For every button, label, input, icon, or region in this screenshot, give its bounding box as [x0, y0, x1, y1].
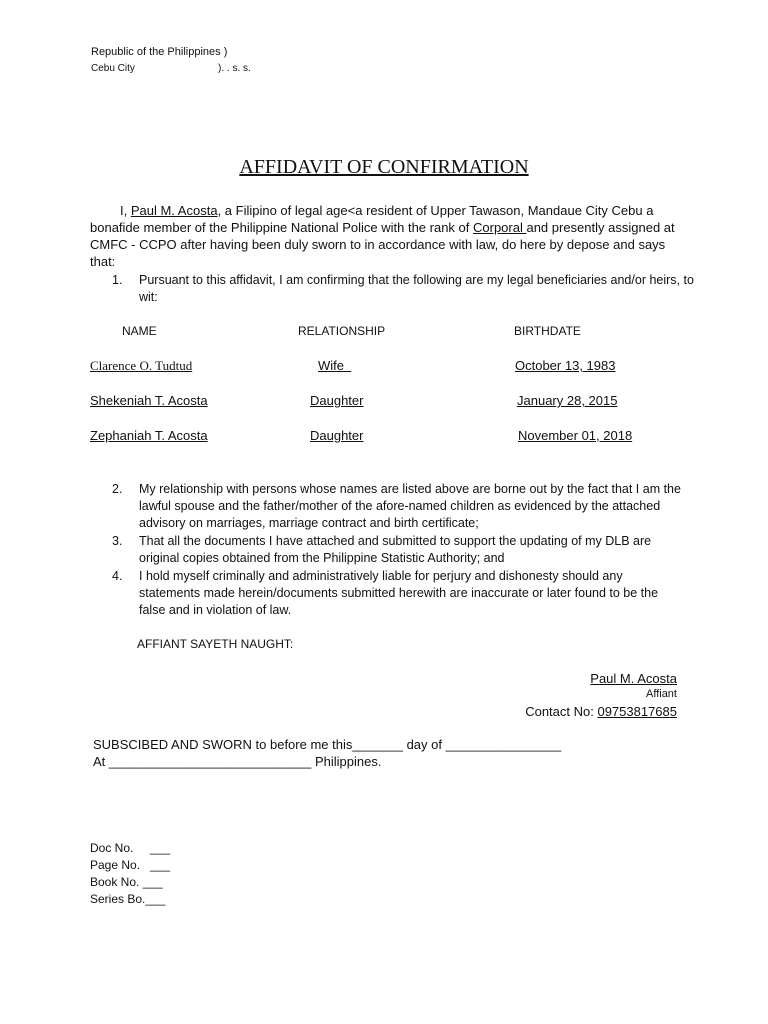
header-ss: ). . s. s.	[218, 63, 251, 74]
beneficiary-relationship: Daughter	[310, 393, 364, 408]
document-title: AFFIDAVIT OF CONFIRMATION	[239, 156, 529, 178]
beneficiary-relationship: Wife	[318, 358, 352, 373]
doc-no: Doc No. ___	[90, 841, 171, 855]
item-number: 3.	[112, 534, 123, 548]
header-republic: Republic of the Philippines )	[91, 46, 228, 58]
jurat-line-2: At ____________________________ Philippines.	[93, 754, 382, 769]
contact-label: Contact No:	[525, 704, 598, 719]
item-number: 4.	[112, 569, 123, 583]
intro-text-1: , a Filipino of legal age<a resident of Upper Tawason, Mandaue City Cebu a bonafide member of the Philippine National Police with the rank of	[90, 203, 654, 235]
series-no: Series Bo.___	[90, 892, 166, 906]
beneficiary-name: Clarence O. Tudtud	[90, 358, 193, 373]
header-city: Cebu City	[91, 63, 135, 74]
item-text: I hold myself criminally and administratively liable for perjury and dishonesty should any statements made herein/documents submitted herewith are inaccurate or later found to be the false and in violation of law.	[139, 569, 659, 617]
item-text: Pursuant to this affidavit, I am confirming that the following are my legal beneficiaries and/or heirs, to wit:	[139, 273, 694, 304]
book-no: Book No. ___	[90, 875, 163, 889]
column-header-birthdate: BIRTHDATE	[514, 324, 581, 338]
beneficiary-birthdate: January 28, 2015	[517, 393, 618, 408]
item-text: My relationship with persons whose names are listed above are borne out by the fact that I am the lawful spouse and the father/mother of the afore-named children as evidenced by the attached advisory on marriages, marriage contract and birth certificate;	[139, 482, 681, 530]
jurat-line-1: SUBSCIBED AND SWORN to before me this_______ day of ________________	[93, 737, 562, 752]
contact-number	[525, 705, 677, 718]
rank: Corporal	[473, 220, 527, 235]
item-number: 2.	[112, 482, 123, 496]
affiant-name: Paul M. Acosta	[130, 203, 218, 218]
signature-role: Affiant	[646, 688, 677, 700]
intro-text-2: and presently assigned at CMFC - CCPO after having been duly sworn to in accordance with law, do here by depose and says that:	[90, 220, 675, 269]
signature-name: Paul M. Acosta	[590, 671, 677, 686]
beneficiary-birthdate: November 01, 2018	[518, 428, 633, 443]
item-text: That all the documents I have attached and submitted to support the updating of my DLB are original copies obtained from the Philippine Statistic Authority; and	[139, 534, 652, 565]
column-header-name: NAME	[122, 324, 157, 338]
beneficiary-name: Shekeniah T. Acosta	[90, 393, 208, 408]
page-no: Page No. ___	[90, 858, 171, 872]
item-number: 1.	[112, 273, 123, 287]
beneficiary-name: Zephaniah T. Acosta	[90, 428, 208, 443]
contact-number-value: 09753817685	[597, 704, 677, 719]
beneficiary-relationship: Daughter	[310, 428, 364, 443]
column-header-relationship: RELATIONSHIP	[298, 324, 386, 338]
intro-paragraph	[90, 202, 690, 270]
intro-prefix: I,	[120, 203, 131, 218]
affiant-sayeth-naught: AFFIANT SAYETH NAUGHT:	[137, 637, 294, 651]
beneficiary-birthdate: October 13, 1983	[515, 358, 616, 373]
